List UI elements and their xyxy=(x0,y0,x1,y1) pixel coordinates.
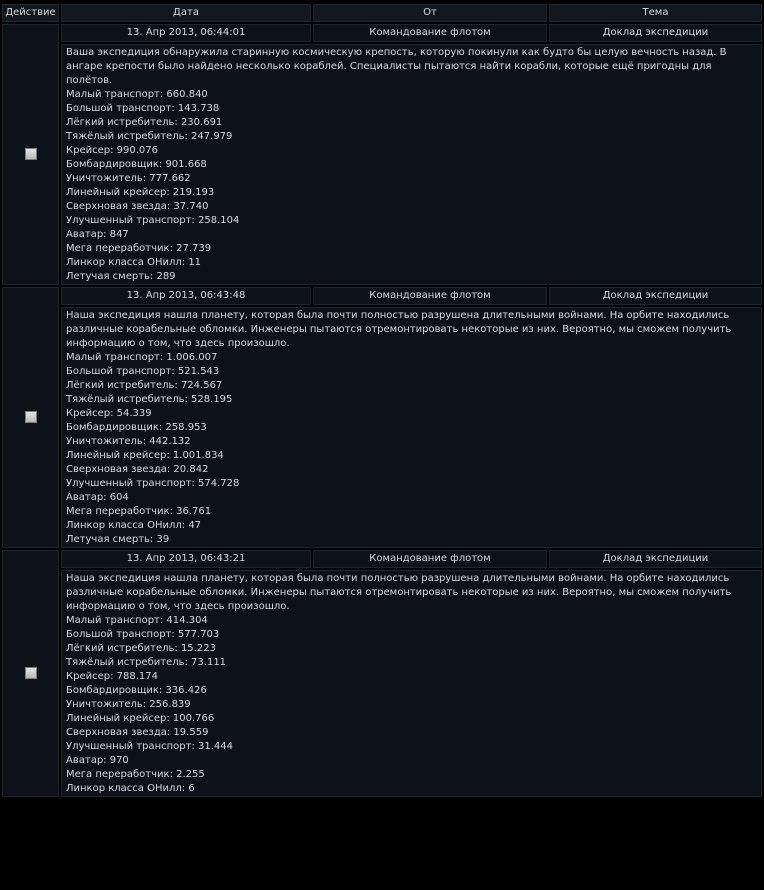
message-text: Наша экспедиция нашла планету, которая была почти полностью разрушена длительными войнами. На орбите находились различные корабельные обломки. Инженеры пытаются отремонтировать некоторые из них. Вероятно, мы сможем получить информацию о том, что здесь произошло. xyxy=(66,573,732,612)
message-text: Ваша экспедиция обнаружила старинную космическую крепость, которую покинули как будто бы целую вечность назад. В ангаре крепости было найдено несколько кораблей. Специалисты пытаются найти корабли, которые ещё пригодны для полётов. xyxy=(66,47,727,86)
message-date: 13. Апр 2013, 06:43:21 xyxy=(61,550,311,568)
ship-line: Летучая смерть: 39 xyxy=(66,534,170,545)
message-body xyxy=(61,570,762,797)
messages-table xyxy=(0,2,764,799)
ship-line: Летучая смерть: 289 xyxy=(66,271,176,282)
message-meta-row xyxy=(2,550,762,568)
ship-line: Лёгкий истребитель: 15.223 xyxy=(66,643,216,654)
ship-line: Улучшенный транспорт: 258.104 xyxy=(66,215,240,226)
ship-line: Уничтожитель: 777.662 xyxy=(66,173,191,184)
ship-line: Сверхновая звезда: 37.740 xyxy=(66,201,209,212)
message-select-checkbox[interactable] xyxy=(25,148,37,160)
ship-line: Уничтожитель: 442.132 xyxy=(66,436,191,447)
ship-line: Тяжёлый истребитель: 528.195 xyxy=(66,394,233,405)
message-from: Командование флотом xyxy=(313,24,547,42)
ship-line: Бомбардировщик: 336.426 xyxy=(66,685,207,696)
ship-line: Лёгкий истребитель: 230.691 xyxy=(66,117,223,128)
ship-line: Тяжёлый истребитель: 73.111 xyxy=(66,657,227,668)
ship-line: Улучшенный транспорт: 574.728 xyxy=(66,478,240,489)
ship-line: Крейсер: 990.076 xyxy=(66,145,158,156)
ship-line: Уничтожитель: 256.839 xyxy=(66,699,191,710)
ship-line: Лёгкий истребитель: 724.567 xyxy=(66,380,223,391)
ship-line: Линейный крейсер: 100.766 xyxy=(66,713,215,724)
message-body-row xyxy=(2,570,762,797)
ship-line: Большой транспорт: 577.703 xyxy=(66,629,220,640)
message-body-row xyxy=(2,44,762,285)
ship-line: Линейный крейсер: 1.001.834 xyxy=(66,450,224,461)
header-action: Действие xyxy=(2,4,59,22)
message-from: Командование флотом xyxy=(313,550,547,568)
message-meta-row xyxy=(2,287,762,305)
ship-line: Крейсер: 788.174 xyxy=(66,671,158,682)
message-body xyxy=(61,307,762,548)
ship-line: Линкор класса ОНилл: 11 xyxy=(66,257,202,268)
message-2 xyxy=(2,287,762,548)
table-header-row xyxy=(2,4,762,22)
message-select-checkbox[interactable] xyxy=(25,667,37,679)
message-date: 13. Апр 2013, 06:44:01 xyxy=(61,24,311,42)
ship-line: Большой транспорт: 143.738 xyxy=(66,103,220,114)
ship-line: Аватар: 970 xyxy=(66,755,129,766)
ship-line: Аватар: 604 xyxy=(66,492,129,503)
ship-line: Мега переработчик: 36.761 xyxy=(66,506,212,517)
ship-line: Малый транспорт: 414.304 xyxy=(66,615,208,626)
ship-line: Бомбардировщик: 901.668 xyxy=(66,159,207,170)
ship-line: Малый транспорт: 1.006.007 xyxy=(66,352,218,363)
message-subject[interactable]: Доклад экспедиции xyxy=(549,550,762,568)
ship-line: Линкор класса ОНилл: 47 xyxy=(66,520,202,531)
header-date: Дата xyxy=(61,4,311,22)
ship-line: Тяжёлый истребитель: 247.979 xyxy=(66,131,233,142)
ship-line: Мега переработчик: 27.739 xyxy=(66,243,212,254)
message-body-row xyxy=(2,307,762,548)
ship-line: Крейсер: 54.339 xyxy=(66,408,152,419)
message-subject[interactable]: Доклад экспедиции xyxy=(549,287,762,305)
message-3 xyxy=(2,550,762,797)
ship-line: Большой транспорт: 521.543 xyxy=(66,366,220,377)
message-action-cell xyxy=(2,550,59,797)
ship-line: Мега переработчик: 2.255 xyxy=(66,769,205,780)
message-date: 13. Апр 2013, 06:43:48 xyxy=(61,287,311,305)
header-from: От xyxy=(313,4,547,22)
ship-line: Линейный крейсер: 219.193 xyxy=(66,187,215,198)
ship-line: Аватар: 847 xyxy=(66,229,129,240)
message-select-checkbox[interactable] xyxy=(25,411,37,423)
ship-line: Сверхновая звезда: 19.559 xyxy=(66,727,209,738)
message-meta-row xyxy=(2,24,762,42)
ship-line: Сверхновая звезда: 20.842 xyxy=(66,464,209,475)
message-from: Командование флотом xyxy=(313,287,547,305)
message-action-cell xyxy=(2,24,59,285)
message-subject[interactable]: Доклад экспедиции xyxy=(549,24,762,42)
message-text: Наша экспедиция нашла планету, которая была почти полностью разрушена длительными войнами. На орбите находились различные корабельные обломки. Инженеры пытаются отремонтировать некоторые из них. Вероятно, мы сможем получить информацию о том, что здесь произошло. xyxy=(66,310,732,349)
ship-line: Малый транспорт: 660.840 xyxy=(66,89,208,100)
ship-line: Бомбардировщик: 258.953 xyxy=(66,422,207,433)
header-subject: Тема xyxy=(549,4,762,22)
message-1 xyxy=(2,24,762,285)
message-body xyxy=(61,44,762,285)
message-action-cell xyxy=(2,287,59,548)
ship-line: Улучшенный транспорт: 31.444 xyxy=(66,741,233,752)
ship-line: Линкор класса ОНилл: 6 xyxy=(66,783,195,794)
